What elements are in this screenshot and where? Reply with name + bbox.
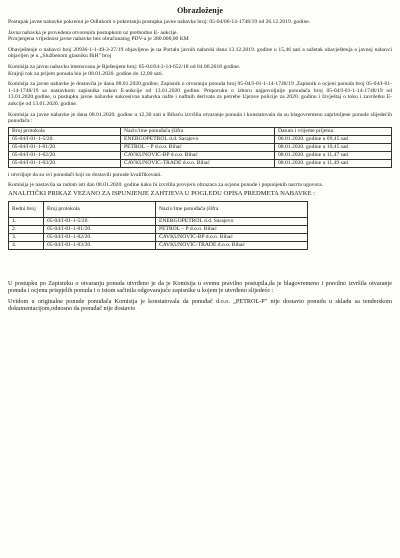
table-row [9,233,308,241]
paragraph-4: Obavještenje o nabavci broj 20936-1-1-49-3-27/19 objavljeno je na Portalu javnih nabavki dana 13.12.2019. godine u 15,46 sati a sažetak obavještenja o javnoj nabavci objavljen je u „Službenom glasniku BiH" broj [8,46,392,60]
table-cell: ENERGOPETROL d.d. Sarajevo [156,217,308,225]
paragraph-5: Komisija za javnu nabavku imenovana je Rješenjem broj: 05-04/04-2-14-652/18 od 04.06.2018 godine. [8,63,241,70]
page-title: Obrazloženje [177,6,223,15]
analysis-table [8,201,308,250]
table-cell: PETROL – P d.o.o. Bihać [156,225,308,233]
table-cell: 4. [9,241,44,249]
paragraph-12: U postupku po Zapisniku o otvaranju ponuda utvrđeno je da je Komisija u svemu pravilno postupila,da je blagovremeno i pravilno izvršila otvaranje ponuda i ocjenu prispjelih ponuda i o istom sačinila odgovarajuće zapisnike u kojem je utvrđeno slijedeće : [8,279,392,294]
table-cell: 08.01.2020. godine u 11,47 sati [275,151,392,159]
offers-table [8,127,392,168]
table-row [9,143,392,151]
paragraph-2: Javna nabavka je provedena otvorenim postupkom uz prethodno E- aukcije. [8,29,178,36]
table-cell: PETROL – P d.o.o. Bihać [121,143,275,151]
table-header-row [9,127,392,135]
paragraph-8: Komisija za javne nabavke je dana 08.01.2020. godine u 12,30 sati u Bihaću izvršila otvaranje ponuda i konstatovala da su blagovremeno zaprimljene ponude slijedećih ponuđača : [8,111,392,125]
table-cell: 05-04/I-01-1-5/20. [9,135,121,143]
table-cell: 06.01.2020. godine u 09,45 sati [275,135,392,143]
table-row [9,241,308,249]
column-header: Datum i vrijeme prijema [275,127,392,135]
table-cell: ČAVKUNOVIĆ-BP d.o.o. Bihać [121,151,275,159]
table-cell: 08.01.2020. godine u 11,49 sati [275,159,392,167]
column-header: Broj protokola [9,127,121,135]
table-cell: 05-04/I-01-1-5/20. [44,217,156,225]
paragraph-7: Komisija za javne nabavke je dostavila je dana 08.01.2020.godine, Zapisnik o otvaranju ponuda broj 05-04/I-01-1-14-1748/19 ,Zapisnik o ocjeni ponuda broj 05-04/I-01-1-14-1748/19 sa nastavkom zapisnika nakon E-aukcije od 13.01.2020 godine. Preporuku o izboru najpovoljnije ponudača broj 05-04/I-01-1-14-1748/19 od 13.01.2020.godine, u postupku javne nabavke sukcesivna nabavka nafte i naftnih derivata za potrebe Uprave policije za 2020. godinu i Izvještaj o toku i završetku E-aukcije od 13.01.2020. godine. [8,81,392,107]
column-header: Redni broj [9,201,44,217]
table-cell: ČAVKUNOVIĆ-BP d.o.o. Bihać [156,233,308,241]
table-cell: 3. [9,233,44,241]
section-heading: ANALITIČKI PRIKAZ VEZANO ZA ISPUNJENJE ZAHTJEVA U POGLEDU OPISA PREDMETA NABAVKE : [8,189,316,197]
paragraph-6: Krajnji rok za prijem ponuda bio je 08.01.2020. godine do 12,00 sati. [8,70,164,77]
table-row [9,151,392,159]
column-header: Broj protokola [44,201,156,217]
table-row [9,135,392,143]
column-header: Naziv/ime ponuđača (šifra [121,127,275,135]
table-cell: 05-04/I-01-1-02/20. [44,233,156,241]
table-row [9,217,308,225]
paragraph-1: Postupak javne nabavke pokrenut je Odlukom o pokretanju postupka javne nabavke broj: 05-04/06-14-1748/19 od 26.12.2019. godine. [8,19,311,25]
table-row [9,225,308,233]
table-cell: ČAVKUNOVIĆ-TRADE d.o.o. Bihać [156,241,308,249]
table-cell: ENERGOPETROL d.d. Sarajevo [121,135,275,143]
table-cell: 05-04/I-01-1-03/20. [44,241,156,249]
table-header-row [9,201,308,217]
table-cell: ČAVKUNOVIĆ-TRADE d.o.o. Bihać [121,159,275,167]
table-cell: 08.01.2020. godine u 10,45 sati [275,143,392,151]
table-cell: 05-04/I-01-1-03/20. [9,159,121,167]
table-cell: 05-04/I-01-1-02/20. [9,151,121,159]
table-row [9,159,392,167]
table-cell: 05-04/I-01-1-01/20. [44,225,156,233]
table-cell: 05-04/I-01-1-01/20. [9,143,121,151]
paragraph-10: Komisija je nastavila sa radom isti dan 08.01.2020. godine kako bi izvršila provjeru obrazaca za ocjenu ponude i popunjenih nacrta ugovora. [8,182,324,189]
table-cell: 1. [9,217,44,225]
paragraph-9: i utvrdjuje da su svi ponudači koji su dostavili ponude kvalifikovani. [8,171,162,178]
paragraph-13: Uvidom u originalne ponude ponuđača Komisija je konstatovala da ponuđač d.o.o. „PETROL-P" nije dostavio ponudu u skladu sa tenderskom dokumentacijom,odnosno da ponuđač nije dostavio [8,297,392,313]
paragraph-3: Procjenjena vrijednost javne nabavke bez obračunatog PDV-a je 380.000,00 KM [8,36,189,43]
table-cell: 2. [9,225,44,233]
column-header: Naziv/ime ponuđača (šifra [156,201,308,217]
